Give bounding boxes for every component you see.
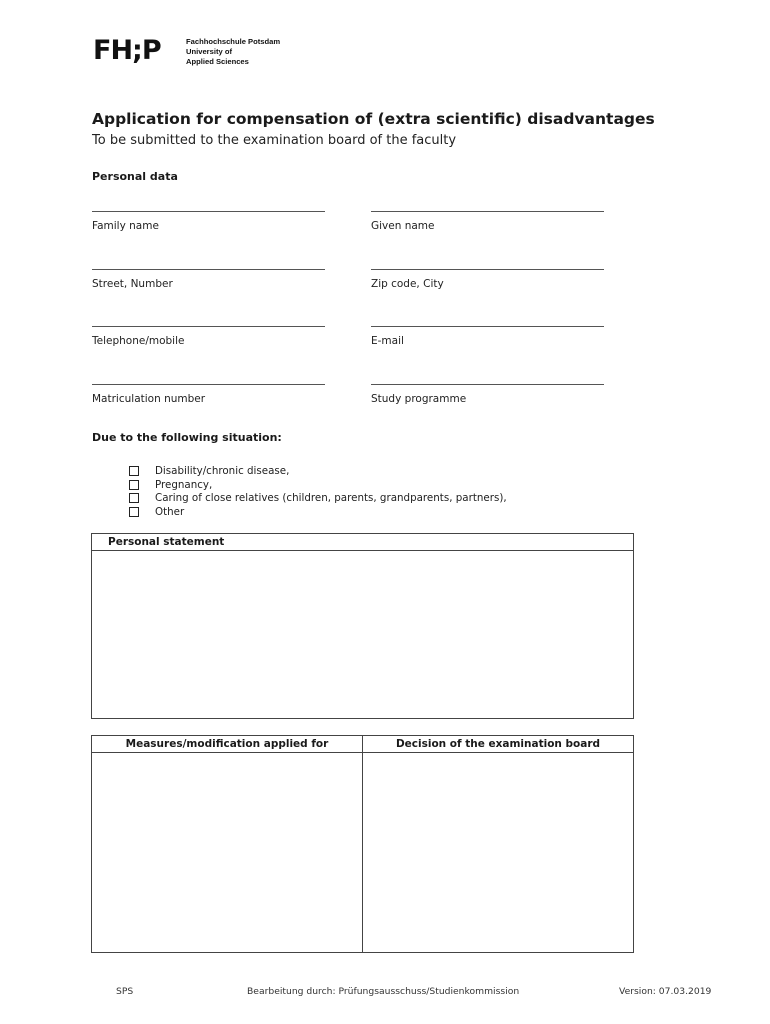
situation-option-caring[interactable] [129, 492, 507, 506]
situation-heading: Due to the following situation: [92, 431, 282, 444]
personal-statement-heading: Personal statement [92, 534, 633, 551]
telephone-field[interactable] [92, 326, 325, 347]
checkbox-label: Other [155, 506, 185, 519]
situation-option-disability[interactable] [129, 464, 507, 478]
logo-org-name [186, 37, 280, 67]
street-number-label: Street, Number [92, 278, 173, 290]
checkbox[interactable] [129, 507, 139, 517]
page-subtitle: To be submitted to the examination board of the faculty [92, 133, 457, 148]
checkbox-label: Pregnancy, [155, 478, 213, 491]
logo-org-line-2: University of [186, 47, 232, 56]
family-name-input-line[interactable] [92, 211, 325, 212]
study-programme-label: Study programme [371, 393, 467, 405]
telephone-label: Telephone/mobile [92, 335, 185, 347]
zip-city-field[interactable] [371, 269, 604, 290]
email-input-line[interactable] [371, 326, 604, 327]
situation-option-pregnancy[interactable] [129, 478, 507, 492]
study-programme-input-line[interactable] [371, 384, 604, 385]
checkbox-label: Caring of close relatives (children, parents, grandparents, partners), [155, 492, 507, 505]
matriculation-number-label: Matriculation number [92, 393, 206, 405]
zip-city-input-line[interactable] [371, 269, 604, 270]
email-label: E-mail [371, 335, 404, 347]
checkbox[interactable] [129, 480, 139, 490]
measures-decision-box [91, 735, 634, 953]
family-name-field[interactable] [92, 211, 325, 232]
logo-org-line-3: Applied Sciences [186, 57, 249, 66]
zip-city-label: Zip code, City [371, 278, 444, 290]
given-name-field[interactable] [371, 211, 604, 232]
page-title: Application for compensation of (extra scientific) disadvantages [92, 110, 655, 128]
personal-data-heading: Personal data [92, 170, 178, 183]
matriculation-number-field[interactable] [92, 384, 325, 405]
footer-version: Version: 07.03.2019 [619, 986, 712, 997]
personal-statement-box [91, 533, 634, 719]
measures-text-area[interactable] [92, 753, 362, 952]
checkbox[interactable] [129, 466, 139, 476]
family-name-label: Family name [92, 220, 159, 232]
logo-mark: FH;P [93, 35, 161, 66]
situation-checklist [129, 464, 507, 519]
street-number-input-line[interactable] [92, 269, 325, 270]
decision-text-area[interactable] [363, 753, 633, 952]
telephone-input-line[interactable] [92, 326, 325, 327]
logo-org-line-1: Fachhochschule Potsdam [186, 37, 281, 46]
footer-center: Bearbeitung durch: Prüfungsausschuss/Studienkommission [247, 986, 520, 997]
street-number-field[interactable] [92, 269, 325, 290]
checkbox[interactable] [129, 493, 139, 503]
email-field[interactable] [371, 326, 604, 347]
situation-option-other[interactable] [129, 505, 507, 519]
given-name-label: Given name [371, 220, 435, 232]
matriculation-number-input-line[interactable] [92, 384, 325, 385]
university-logo [93, 36, 293, 70]
measures-heading: Measures/modification applied for [125, 738, 329, 750]
personal-statement-text-area[interactable] [92, 551, 633, 718]
given-name-input-line[interactable] [371, 211, 604, 212]
decision-heading: Decision of the examination board [395, 738, 601, 750]
checkbox-label: Disability/chronic disease, [155, 464, 290, 477]
footer-left: SPS [116, 986, 134, 997]
study-programme-field[interactable] [371, 384, 604, 405]
